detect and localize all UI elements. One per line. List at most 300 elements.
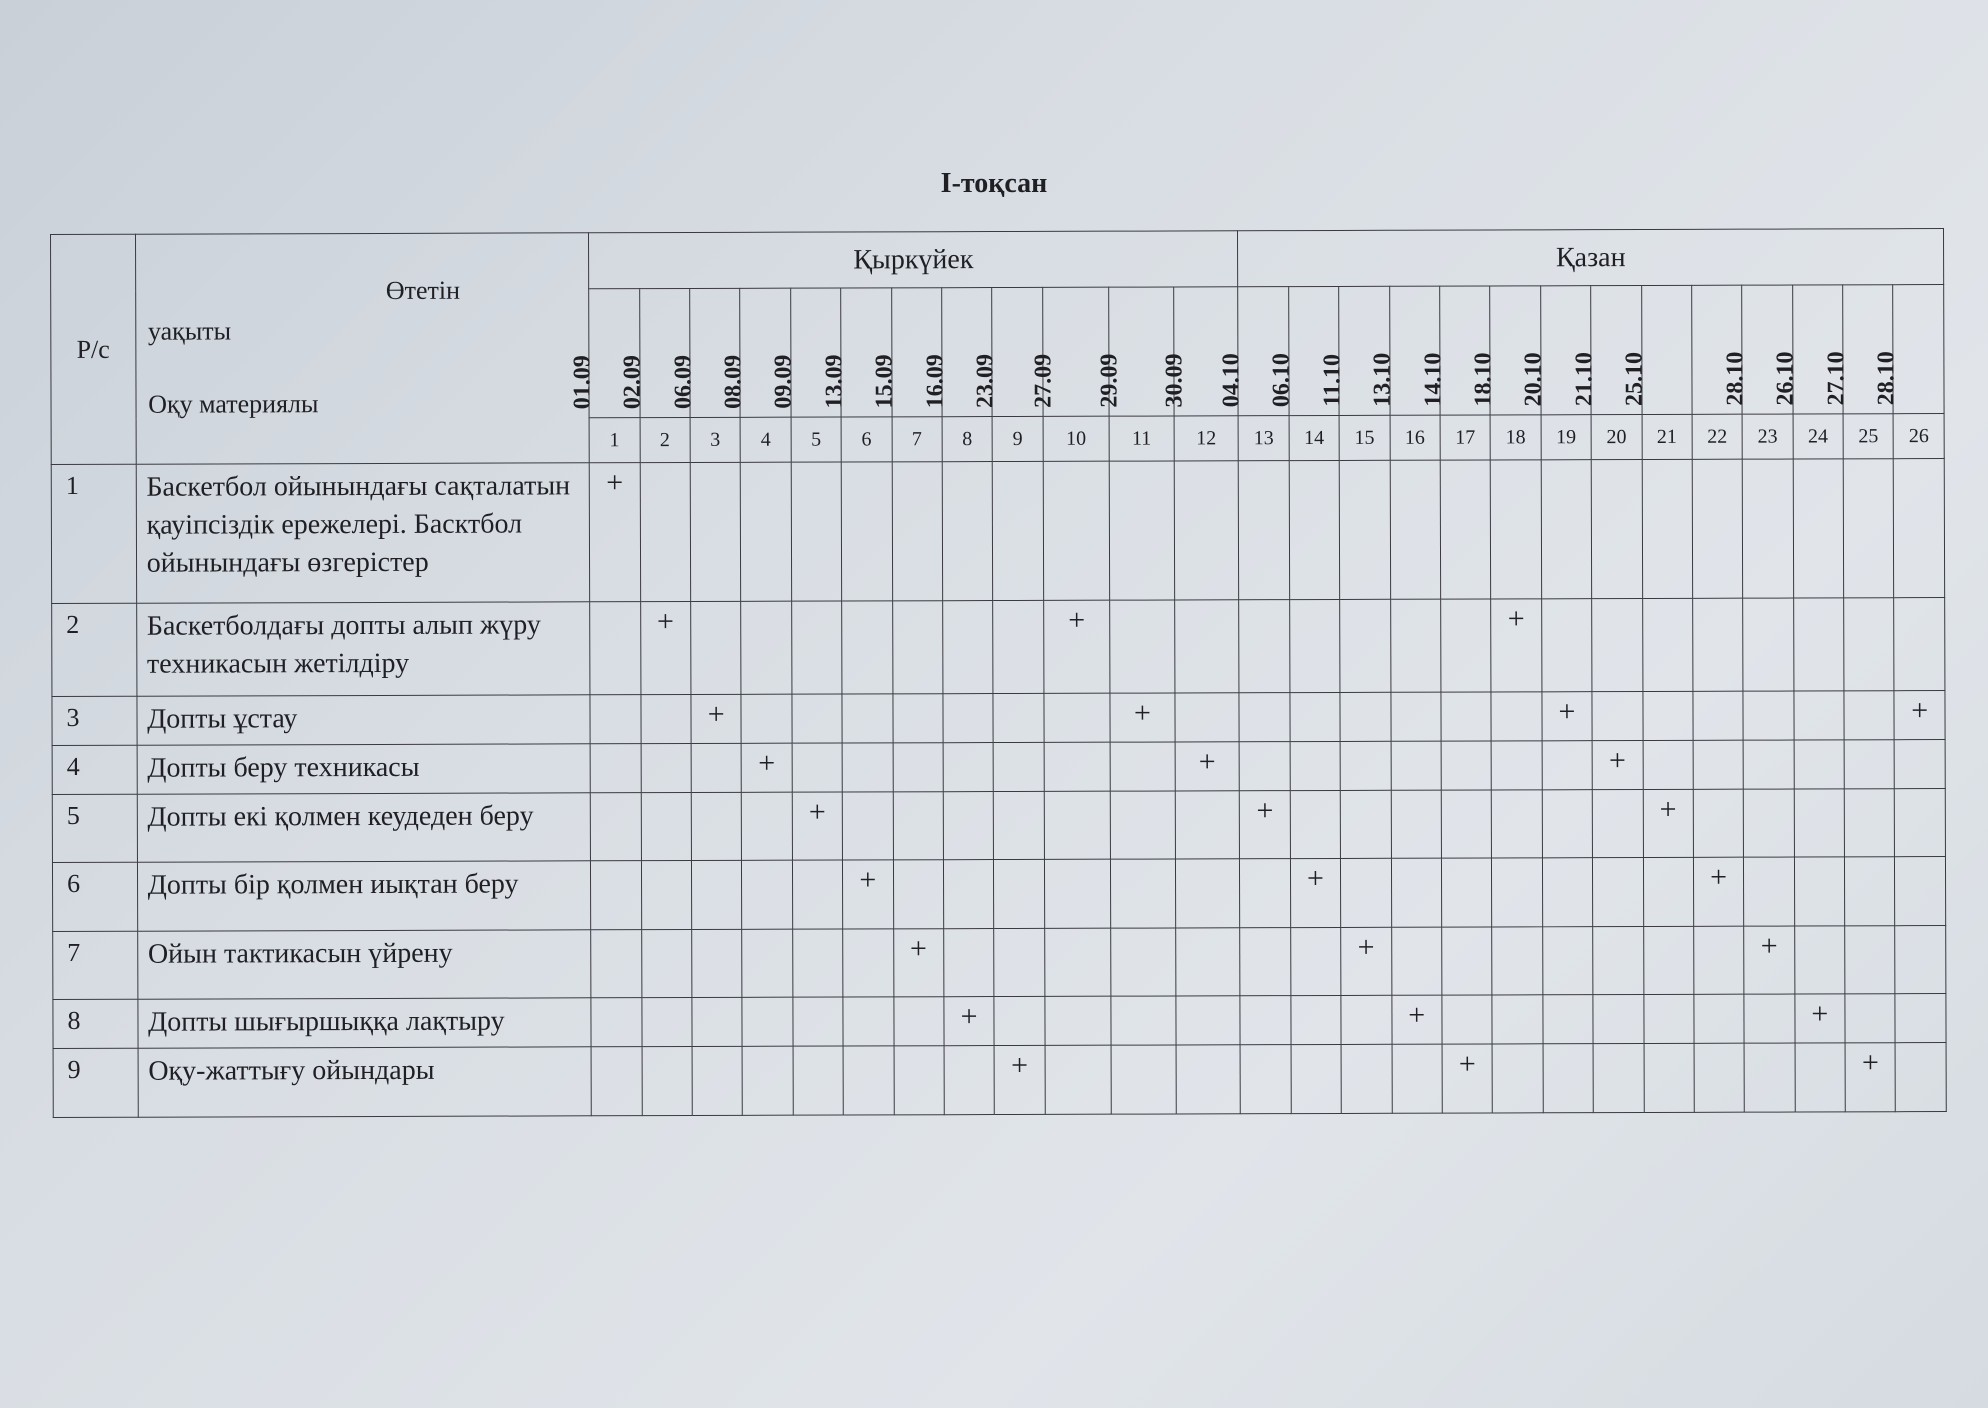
empty-cell <box>1591 460 1642 599</box>
empty-cell <box>1110 791 1175 860</box>
empty-cell <box>1744 857 1795 926</box>
row-topic: Баскетбол ойынындағы сақталатын қауіпсіздік ережелері. Басктбол ойынындағы өзгерістер <box>136 463 590 604</box>
empty-cell <box>1644 1044 1695 1113</box>
empty-cell <box>1290 741 1341 790</box>
empty-cell <box>1341 996 1392 1045</box>
rc-header: Р/с <box>51 234 136 464</box>
empty-cell <box>1109 461 1174 600</box>
empty-cell <box>590 694 641 743</box>
empty-cell <box>1111 1045 1176 1114</box>
date-label: 27.10 <box>1823 351 1850 406</box>
empty-cell <box>943 791 994 860</box>
empty-cell <box>1693 691 1744 740</box>
lesson-number-10: 10 <box>1043 416 1110 461</box>
empty-cell <box>692 929 743 998</box>
empty-cell <box>691 861 742 930</box>
plus-mark: + <box>944 997 995 1046</box>
plus-mark: + <box>1175 742 1240 791</box>
material-header-line2: уақыты <box>147 316 232 346</box>
empty-cell <box>1492 790 1543 859</box>
lesson-number-18: 18 <box>1490 415 1541 460</box>
plus-mark: + <box>589 463 640 602</box>
empty-cell <box>1643 926 1694 995</box>
empty-cell <box>1291 996 1342 1045</box>
empty-cell <box>1111 928 1176 997</box>
empty-cell <box>793 997 844 1046</box>
row-number: 1 <box>51 464 136 604</box>
empty-cell <box>691 792 742 861</box>
lesson-number-15: 15 <box>1339 415 1390 460</box>
empty-cell <box>1339 460 1390 599</box>
empty-cell <box>1895 925 1946 994</box>
lesson-number-5: 5 <box>791 417 842 462</box>
date-label: 25.10 <box>1621 351 1648 407</box>
empty-cell <box>1794 691 1845 740</box>
empty-cell <box>692 998 743 1047</box>
empty-cell <box>943 742 994 791</box>
table-row <box>52 690 1945 745</box>
empty-cell <box>893 860 944 929</box>
table-row <box>52 739 1945 794</box>
empty-cell <box>843 929 894 998</box>
empty-cell <box>1794 857 1845 926</box>
empty-cell <box>1793 459 1844 598</box>
empty-cell <box>1844 598 1895 691</box>
empty-cell <box>1843 459 1894 598</box>
empty-cell <box>1541 460 1592 599</box>
empty-cell <box>842 743 893 792</box>
lesson-number-21: 21 <box>1642 414 1693 459</box>
empty-cell <box>1694 926 1745 995</box>
empty-cell <box>1492 858 1543 927</box>
empty-cell <box>1442 995 1493 1044</box>
lesson-number-4: 4 <box>740 417 791 462</box>
empty-cell <box>1844 690 1895 739</box>
empty-cell <box>1642 459 1693 598</box>
empty-cell <box>741 601 792 694</box>
plus-mark: + <box>1795 994 1846 1043</box>
lesson-number-19: 19 <box>1541 415 1592 460</box>
empty-cell <box>1175 791 1240 860</box>
empty-cell <box>1492 995 1543 1044</box>
empty-cell <box>1643 740 1694 789</box>
date-label: 06.10 <box>1268 353 1296 408</box>
empty-cell <box>893 997 944 1046</box>
empty-cell <box>943 601 994 694</box>
empty-cell <box>944 1046 995 1115</box>
empty-cell <box>590 793 641 862</box>
empty-cell <box>1390 460 1441 599</box>
lesson-number-8: 8 <box>942 417 993 462</box>
plus-mark: + <box>893 929 944 998</box>
empty-cell <box>792 694 843 743</box>
date-label: 01.09 <box>569 355 596 410</box>
empty-cell <box>1642 691 1693 740</box>
lesson-number-2: 2 <box>640 417 691 462</box>
plus-mark: + <box>1894 690 1945 739</box>
empty-cell <box>1341 859 1392 928</box>
plus-mark: + <box>1491 599 1542 692</box>
empty-cell <box>1289 600 1340 693</box>
empty-cell <box>1744 789 1795 858</box>
empty-cell <box>994 791 1045 860</box>
empty-cell <box>792 743 843 792</box>
empty-cell <box>590 743 641 792</box>
empty-cell <box>1694 1044 1745 1113</box>
empty-cell <box>993 742 1044 791</box>
date-label: 09.09 <box>770 354 797 409</box>
empty-cell <box>1392 1045 1443 1114</box>
empty-cell <box>1592 691 1643 740</box>
empty-cell <box>1794 740 1845 789</box>
plus-mark: + <box>843 860 894 929</box>
empty-cell <box>1542 927 1593 996</box>
empty-cell <box>1541 599 1592 692</box>
empty-cell <box>993 601 1044 694</box>
empty-cell <box>1441 692 1492 741</box>
empty-cell <box>741 462 792 601</box>
date-label: 11.10 <box>1319 354 1346 408</box>
empty-cell <box>1176 996 1241 1045</box>
row-number: 7 <box>53 931 138 1000</box>
date-label: 06.09 <box>670 354 697 410</box>
row-topic: Допты екі қолмен кеудеден беру <box>137 793 591 863</box>
lesson-number-24: 24 <box>1793 414 1844 459</box>
empty-cell <box>1290 927 1341 996</box>
empty-cell <box>1175 859 1240 928</box>
empty-cell <box>642 1047 693 1116</box>
plus-mark: + <box>691 694 742 743</box>
lesson-number-16: 16 <box>1390 415 1441 460</box>
empty-cell <box>1845 926 1896 995</box>
empty-cell <box>1111 996 1176 1045</box>
empty-cell <box>843 997 894 1046</box>
empty-cell <box>842 792 893 861</box>
table-row <box>52 788 1945 862</box>
empty-cell <box>1240 859 1291 928</box>
month-header-october: Қазан <box>1238 229 1944 287</box>
empty-cell <box>1593 926 1644 995</box>
lesson-number-12: 12 <box>1174 416 1239 461</box>
lesson-number-11: 11 <box>1109 416 1174 461</box>
lesson-number-3: 3 <box>690 417 741 462</box>
empty-cell <box>1743 598 1794 691</box>
lesson-number-6: 6 <box>841 417 892 462</box>
plus-mark: + <box>1110 693 1175 742</box>
empty-cell <box>591 998 642 1047</box>
empty-cell <box>641 929 692 998</box>
empty-cell <box>1543 1044 1594 1113</box>
empty-cell <box>1643 995 1694 1044</box>
empty-cell <box>1744 994 1795 1043</box>
lesson-number-20: 20 <box>1591 415 1642 460</box>
empty-cell <box>1391 741 1442 790</box>
row-number: 2 <box>52 603 137 696</box>
empty-cell <box>1542 858 1593 927</box>
date-label: 28.10 <box>1722 351 1749 406</box>
row-number: 6 <box>52 863 137 932</box>
empty-cell <box>1240 996 1291 1045</box>
row-number: 9 <box>53 1049 138 1118</box>
empty-cell <box>994 860 1045 929</box>
empty-cell <box>1743 740 1794 789</box>
date-header-21 <box>1621 285 1692 414</box>
empty-cell <box>792 929 843 998</box>
empty-cell <box>692 1047 743 1116</box>
empty-cell <box>591 1047 642 1116</box>
plus-mark: + <box>1341 927 1392 996</box>
page-title: I-тоқсан <box>940 168 1048 199</box>
plus-mark: + <box>792 792 843 861</box>
plus-mark: + <box>1240 790 1291 859</box>
date-label: 28.10 <box>1873 351 1900 406</box>
table-row <box>52 598 1945 696</box>
plus-mark: + <box>1542 691 1593 740</box>
empty-cell <box>1845 857 1896 926</box>
row-number: 8 <box>53 1000 138 1049</box>
material-header-line1: Өтетін <box>385 275 461 305</box>
header-row-months <box>51 229 1944 291</box>
empty-cell <box>842 694 893 743</box>
empty-cell <box>1044 928 1111 997</box>
empty-cell <box>944 928 995 997</box>
plus-mark: + <box>1043 600 1110 693</box>
empty-cell <box>641 861 692 930</box>
empty-cell <box>1045 1046 1112 1115</box>
empty-cell <box>942 462 993 601</box>
empty-cell <box>1491 460 1542 599</box>
empty-cell <box>1491 692 1542 741</box>
empty-cell <box>994 928 1045 997</box>
lesson-number-22: 22 <box>1692 414 1743 459</box>
date-label: 23.09 <box>972 354 999 409</box>
empty-cell <box>691 602 742 695</box>
empty-cell <box>1441 741 1492 790</box>
empty-cell <box>1795 1043 1846 1112</box>
empty-cell <box>1239 741 1290 790</box>
empty-cell <box>993 693 1044 742</box>
date-label: 16.09 <box>921 354 949 409</box>
table-row <box>53 994 1946 1049</box>
empty-cell <box>1045 997 1112 1046</box>
empty-cell <box>1391 927 1442 996</box>
empty-cell <box>1743 691 1794 740</box>
empty-cell <box>1491 741 1542 790</box>
empty-cell <box>1111 859 1176 928</box>
empty-cell <box>742 1047 793 1116</box>
empty-cell <box>1895 739 1946 788</box>
empty-cell <box>1441 858 1492 927</box>
empty-cell <box>590 602 641 695</box>
plus-mark: + <box>1643 789 1694 858</box>
empty-cell <box>1542 740 1593 789</box>
empty-cell <box>742 861 793 930</box>
empty-cell <box>1694 995 1745 1044</box>
empty-cell <box>894 1046 945 1115</box>
row-topic: Допты шығыршыққа лақтыру <box>138 998 592 1049</box>
row-number: 4 <box>52 745 137 794</box>
empty-cell <box>1895 788 1946 857</box>
empty-cell <box>1174 461 1239 600</box>
empty-cell <box>1693 598 1744 691</box>
lesson-number-26: 26 <box>1894 414 1945 459</box>
empty-cell <box>1894 459 1945 598</box>
empty-cell <box>1239 461 1290 600</box>
empty-cell <box>1542 790 1593 859</box>
empty-cell <box>1390 599 1441 692</box>
empty-cell <box>1794 789 1845 858</box>
empty-cell <box>792 860 843 929</box>
empty-cell <box>742 998 793 1047</box>
empty-cell <box>1044 860 1111 929</box>
date-label: 08.09 <box>720 354 747 409</box>
date-label: 13.09 <box>821 354 848 409</box>
empty-cell <box>591 861 642 930</box>
empty-cell <box>893 743 944 792</box>
date-label: 21.10 <box>1571 352 1598 407</box>
empty-cell <box>1441 790 1492 859</box>
empty-cell <box>841 462 892 601</box>
empty-cell <box>1593 858 1644 927</box>
empty-cell <box>993 461 1044 600</box>
date-header-26 <box>1873 285 1944 414</box>
empty-cell <box>893 792 944 861</box>
empty-cell <box>1793 598 1844 691</box>
table-row <box>53 1043 1946 1118</box>
empty-cell <box>1794 926 1845 995</box>
row-number: 5 <box>52 794 137 863</box>
date-label: 20.10 <box>1520 352 1547 407</box>
empty-cell <box>1895 857 1946 926</box>
empty-cell <box>1895 994 1946 1043</box>
empty-cell <box>994 997 1045 1046</box>
empty-cell <box>1175 928 1240 997</box>
empty-cell <box>943 860 994 929</box>
row-number: 3 <box>52 696 137 745</box>
empty-cell <box>1440 460 1491 599</box>
empty-cell <box>842 601 893 694</box>
material-header-line3: Оқу материялы <box>148 389 319 419</box>
plus-mark: + <box>1693 858 1744 927</box>
lesson-number-17: 17 <box>1440 415 1491 460</box>
empty-cell <box>1044 742 1111 791</box>
empty-cell <box>1844 789 1895 858</box>
empty-cell <box>1543 995 1594 1044</box>
date-label: 02.09 <box>619 355 646 410</box>
empty-cell <box>1592 599 1643 692</box>
lesson-number-7: 7 <box>892 417 943 462</box>
empty-cell <box>892 601 943 694</box>
empty-cell <box>591 930 642 999</box>
date-label: 13.10 <box>1369 352 1396 407</box>
empty-cell <box>793 1046 844 1115</box>
empty-cell <box>641 694 692 743</box>
empty-cell <box>1391 790 1442 859</box>
empty-cell <box>1239 600 1290 693</box>
date-label: 26.10 <box>1772 351 1799 406</box>
plus-mark: + <box>994 1046 1045 1115</box>
empty-cell <box>1742 459 1793 598</box>
empty-cell <box>742 792 793 861</box>
empty-cell <box>1391 859 1442 928</box>
date-label: 04.10 <box>1218 353 1245 408</box>
table-row <box>53 925 1946 999</box>
empty-cell <box>1340 600 1391 693</box>
lesson-number-14: 14 <box>1289 415 1340 460</box>
date-label: 15.09 <box>871 354 898 409</box>
empty-cell <box>1390 692 1441 741</box>
empty-cell <box>1291 1045 1342 1114</box>
empty-cell <box>1044 693 1111 742</box>
plus-mark: + <box>1442 1044 1493 1113</box>
plus-mark: + <box>741 743 792 792</box>
empty-cell <box>1174 600 1239 693</box>
empty-cell <box>843 1046 894 1115</box>
empty-cell <box>1642 599 1693 692</box>
empty-cell <box>1176 1045 1241 1114</box>
empty-cell <box>1643 858 1694 927</box>
empty-cell <box>640 462 691 601</box>
month-header-september: Қыркүйек <box>589 231 1238 289</box>
date-label: 14.10 <box>1420 352 1447 407</box>
date-label: 27.09 <box>1030 353 1057 408</box>
empty-cell <box>1110 600 1175 693</box>
plus-mark: + <box>1845 1043 1896 1112</box>
empty-cell <box>641 743 692 792</box>
empty-cell <box>1290 692 1341 741</box>
empty-cell <box>741 694 792 743</box>
empty-cell <box>1896 1043 1947 1112</box>
empty-cell <box>1239 692 1290 741</box>
empty-cell <box>1044 791 1111 860</box>
empty-cell <box>892 462 943 601</box>
empty-cell <box>1592 789 1643 858</box>
empty-cell <box>1693 789 1744 858</box>
date-label: 18.10 <box>1470 352 1497 407</box>
empty-cell <box>1340 741 1391 790</box>
date-label: 29.09 <box>1096 353 1123 408</box>
empty-cell <box>791 462 842 601</box>
plus-mark: + <box>640 602 691 695</box>
plus-mark: + <box>1391 995 1442 1044</box>
plus-mark: + <box>1744 926 1795 995</box>
empty-cell <box>690 462 741 601</box>
empty-cell <box>1844 740 1895 789</box>
empty-cell <box>791 601 842 694</box>
empty-cell <box>1340 692 1391 741</box>
row-topic: Допты бір қолмен иықтан беру <box>137 861 591 931</box>
empty-cell <box>1744 1043 1795 1112</box>
empty-cell <box>641 792 692 861</box>
empty-cell <box>1043 461 1110 600</box>
empty-cell <box>641 998 692 1047</box>
empty-cell <box>1693 740 1744 789</box>
empty-cell <box>1692 459 1743 598</box>
lesson-plan-table <box>50 228 1947 1118</box>
lesson-number-25: 25 <box>1843 414 1894 459</box>
empty-cell <box>1442 927 1493 996</box>
row-topic: Допты беру техникасы <box>137 744 591 795</box>
plus-mark: + <box>1290 859 1341 928</box>
date-label: 30.09 <box>1160 353 1188 408</box>
row-topic: Допты ұстау <box>137 695 591 746</box>
table-row <box>52 857 1945 931</box>
empty-cell <box>1290 790 1341 859</box>
empty-cell <box>1894 598 1945 691</box>
empty-cell <box>1110 742 1175 791</box>
row-topic: Ойын тактикасын үйрену <box>137 930 591 1000</box>
empty-cell <box>1340 790 1391 859</box>
